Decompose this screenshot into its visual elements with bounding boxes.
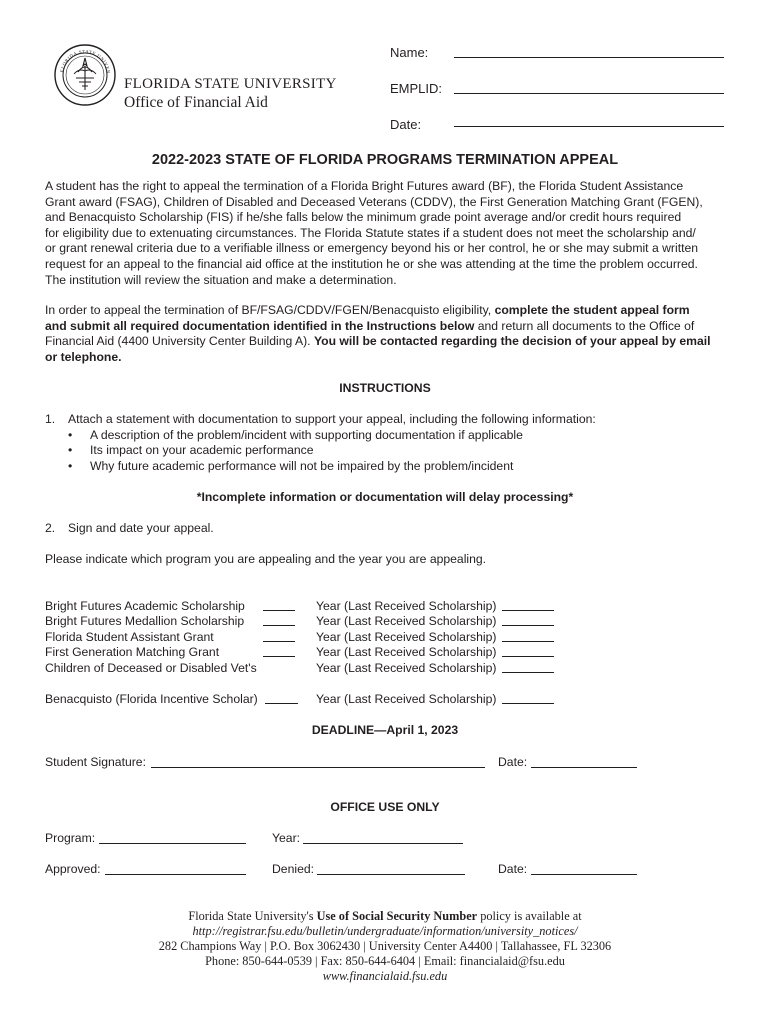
intro-line: and Benacquisto Scholarship (FIS) if he/she falls below the minimum grade point average and/or credit hours required — [45, 210, 682, 225]
registrar-url-link[interactable]: http://registrar.fsu.edu/bulletin/undergraduate/information/university_notices/ — [192, 924, 578, 938]
program-name: Florida Student Assistant Grant — [45, 630, 214, 644]
bullet-item: A description of the problem/incident with supporting documentation if applicable — [90, 428, 523, 442]
intro-line: for eligibility due to extenuating circumstances. The Florida Statute states if a student does not meet the scholarship and/ — [45, 225, 696, 240]
footer-contact: Phone: 850-644-0539 | Fax: 850-644-6404 | Email: financialaid@fsu.edu — [205, 954, 565, 968]
program-check-field[interactable] — [265, 703, 298, 704]
year-field[interactable] — [502, 625, 554, 626]
year-field[interactable] — [502, 703, 554, 704]
processing-warning: *Incomplete information or documentation will delay processing* — [196, 490, 574, 504]
university-seal-logo — [54, 44, 116, 106]
program-check-field[interactable] — [263, 625, 295, 626]
year-label: Year (Last Received Scholarship) — [316, 630, 497, 644]
instruction-item-1: Attach a statement with documentation to support your appeal, including the following information: — [68, 412, 596, 426]
intro-line: The institution will review the situation and make a determination. — [45, 272, 397, 287]
date-label: Date: — [390, 117, 422, 132]
year-label: Year (Last Received Scholarship) — [316, 614, 497, 628]
program-row — [45, 599, 565, 615]
program-name: Bright Futures Medallion Scholarship — [45, 614, 245, 628]
year-field[interactable] — [502, 610, 554, 611]
university-name: FLORIDA STATE UNIVERSITY — [124, 76, 337, 92]
intro-line: or grant renewal criteria due to a verifiable illness or emergency beyond his or her control, he or she may submit a written — [45, 241, 699, 256]
ssn-policy-link[interactable]: Use of Social Security Number — [316, 909, 478, 923]
bullet-icon: • — [68, 443, 73, 457]
program-name: Benacquisto (Florida Incentive Scholar) — [45, 692, 258, 706]
bullet-item: Why future academic performance will not be impaired by the problem/incident — [90, 459, 514, 473]
item-number: 1. — [45, 412, 56, 426]
bullet-icon: • — [68, 428, 73, 442]
emplid-label: EMPLID: — [390, 81, 443, 96]
office-program-label: Program: — [45, 831, 96, 845]
item-number: 2. — [45, 521, 56, 535]
year-label: Year (Last Received Scholarship) — [316, 692, 497, 706]
appeal-text-bold: and submit all required documentation identified in the Instructions below — [45, 318, 475, 333]
program-check-field[interactable] — [263, 656, 295, 657]
appeal-text-bold: complete the student appeal form — [494, 303, 690, 317]
instruction-item-2: Sign and date your appeal. — [68, 521, 214, 535]
program-row — [45, 661, 565, 677]
instructions-heading: INSTRUCTIONS — [339, 381, 431, 395]
indicate-program-text: Please indicate which program you are appealing and the year you are appealing. — [45, 552, 487, 566]
signature-date-label: Date: — [498, 755, 528, 769]
year-field[interactable] — [502, 656, 554, 657]
deadline: DEADLINE—April 1, 2023 — [311, 723, 459, 737]
office-approved-field[interactable] — [105, 874, 246, 875]
date-field[interactable] — [454, 126, 724, 127]
svg-text:FLORIDA STATE UNIVERSITY 1851: FLORIDA STATE UNIVER — [59, 48, 112, 75]
appeal-paragraph — [45, 303, 720, 365]
program-name: Bright Futures Academic Scholarship — [45, 599, 245, 613]
program-name: Children of Deceased or Disabled Vet's — [45, 661, 257, 675]
name-field[interactable] — [454, 57, 724, 58]
page-title: 2022-2023 STATE OF FLORIDA PROGRAMS TERMINATION APPEAL — [151, 152, 619, 168]
office-use-heading: OFFICE USE ONLY — [330, 800, 440, 814]
intro-paragraph — [45, 179, 720, 288]
intro-line: request for an appeal to the financial aid office at the institution he or she was attending at the time the problem occurred. — [45, 256, 698, 271]
program-row — [45, 692, 565, 708]
emplid-field[interactable] — [454, 93, 724, 94]
footer-address: 282 Champions Way | P.O. Box 3062430 | University Center A4400 | Tallahassee, FL 32306 — [158, 939, 612, 953]
website-link[interactable]: www.financialaid.fsu.edu — [322, 969, 448, 983]
appeal-text: and return all documents to the Office of — [474, 318, 695, 333]
office-denied-field[interactable] — [317, 874, 465, 875]
signature-field[interactable] — [151, 767, 485, 768]
intro-line: Grant award (FSAG), Children of Disabled and Deceased Veterans (CDDV), the First Generation Matching Grant (FGEN), — [45, 194, 703, 209]
office-program-field[interactable] — [99, 843, 246, 844]
program-check-field[interactable] — [263, 610, 295, 611]
footer-text: Florida State University's — [188, 909, 317, 923]
program-name: First Generation Matching Grant — [45, 645, 220, 659]
signature-date-field[interactable] — [531, 767, 637, 768]
program-check-field[interactable] — [263, 641, 295, 642]
program-row — [45, 614, 565, 630]
office-date-label: Date: — [498, 862, 528, 876]
appeal-text-bold: You will be contacted regarding the decision of your appeal by email — [313, 334, 711, 349]
program-row — [45, 645, 565, 661]
year-label: Year (Last Received Scholarship) — [316, 599, 497, 613]
office-year-field[interactable] — [303, 843, 463, 844]
office-denied-label: Denied: — [272, 862, 315, 876]
office-name: Office of Financial Aid — [124, 94, 268, 111]
footer — [0, 909, 770, 984]
signature-label: Student Signature: — [45, 755, 146, 769]
office-year-label: Year: — [272, 831, 301, 845]
program-row — [45, 630, 565, 646]
year-label: Year (Last Received Scholarship) — [316, 645, 497, 659]
bullet-item: Its impact on your academic performance — [90, 443, 314, 457]
appeal-text: Financial Aid (4400 University Center Building A). — [45, 334, 314, 349]
name-label: Name: — [390, 45, 429, 60]
office-date-field[interactable] — [531, 874, 637, 875]
footer-text: policy is available at — [477, 909, 582, 923]
bullet-icon: • — [68, 459, 73, 473]
intro-line: A student has the right to appeal the termination of a Florida Bright Futures award (BF), the Florida Student Assistance — [45, 179, 684, 193]
year-field[interactable] — [502, 672, 554, 673]
office-approved-label: Approved: — [45, 862, 101, 876]
year-label: Year (Last Received Scholarship) — [316, 661, 497, 675]
appeal-text-bold: or telephone. — [45, 349, 122, 364]
year-field[interactable] — [502, 641, 554, 642]
appeal-text: In order to appeal the termination of BF/FSAG/CDDV/FGEN/Benacquisto eligibility, — [45, 303, 495, 317]
